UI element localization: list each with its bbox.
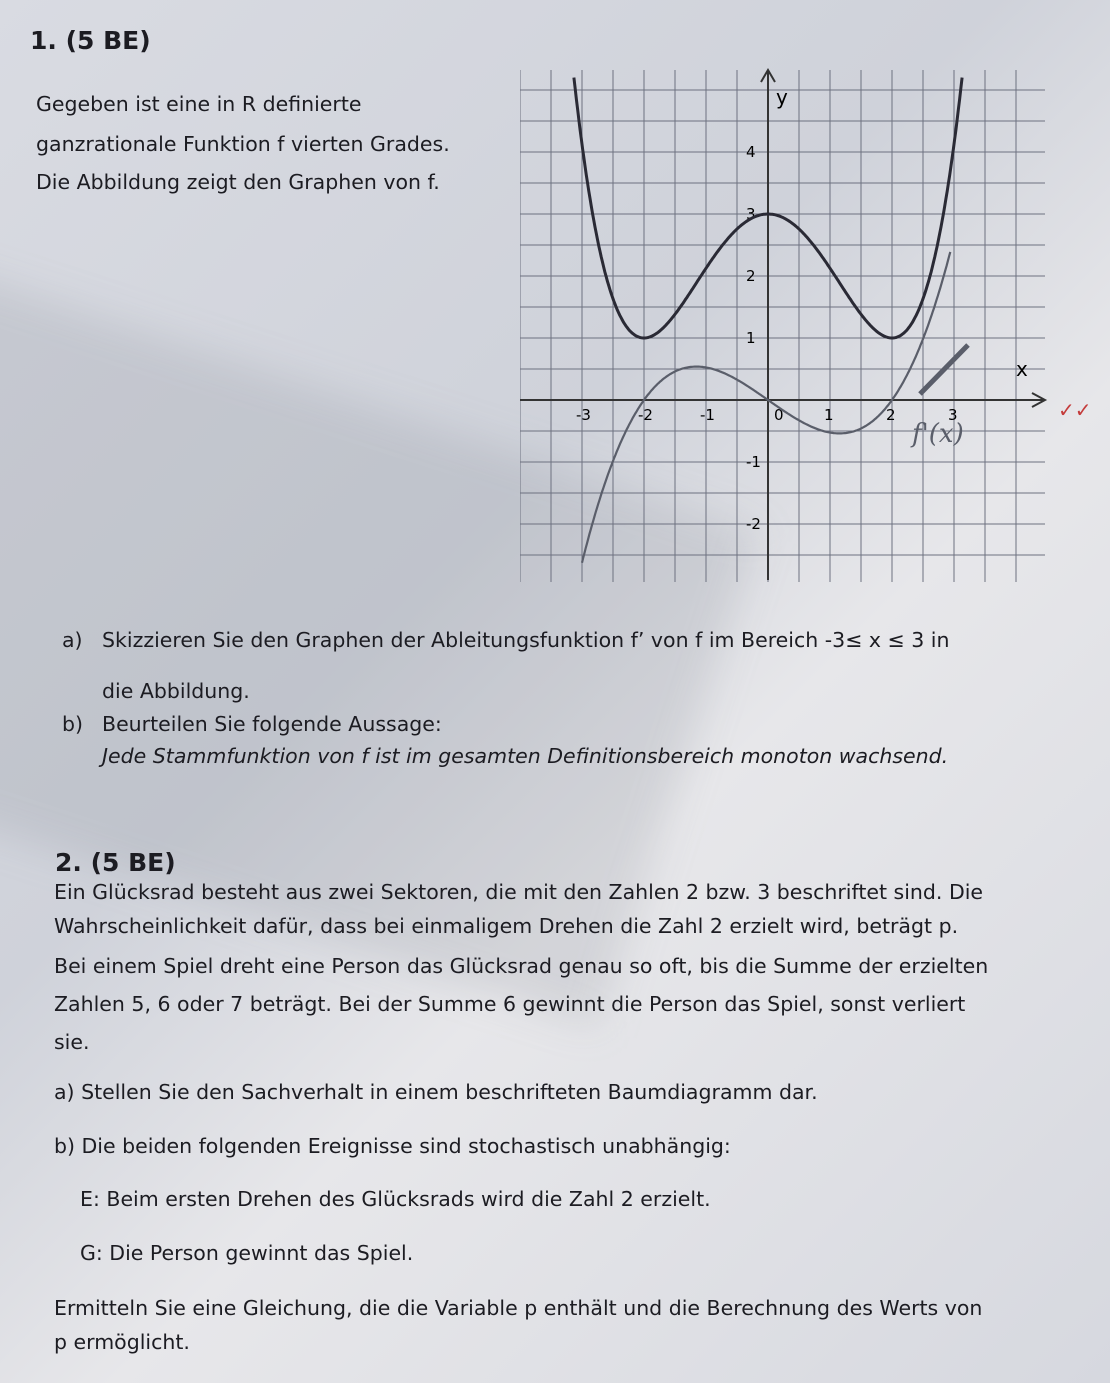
task1-intro-line1: Gegeben ist eine in R definierte xyxy=(36,92,362,116)
task2-intro-line1: Ein Glücksrad besteht aus zwei Sektoren, die mit den Zahlen 2 bzw. 3 beschriftet sind. Die xyxy=(54,880,984,904)
task1b-statement: Jede Stammfunktion von f ist im gesamten Definitionsbereich monoton wachsend. xyxy=(102,744,949,768)
task1-intro-line2: ganzrationale Funktion f vierten Grades. xyxy=(36,132,450,156)
x-tick-label: -2 xyxy=(638,406,653,424)
y-tick-label: -2 xyxy=(746,515,761,533)
x-tick-label: 0 xyxy=(774,406,784,424)
x-tick-label: 3 xyxy=(948,406,958,424)
task2a-text: a) Stellen Sie den Sachverhalt in einem beschrifteten Baumdiagramm dar. xyxy=(54,1080,818,1104)
y-tick-label: -1 xyxy=(746,453,761,471)
y-axis-label: y xyxy=(776,85,788,109)
task1a-label: a) xyxy=(62,628,83,652)
x-tick-label: 1 xyxy=(824,406,834,424)
x-tick-label: 2 xyxy=(886,406,896,424)
x-tick-label: -3 xyxy=(576,406,591,424)
task2b-text: b) Die beiden folgenden Ereignisse sind stochastisch unabhängig: xyxy=(54,1134,731,1158)
task1b-label: b) xyxy=(62,712,84,736)
task1a-text-line1: Skizzieren Sie den Graphen der Ableitungsfunktion f’ von f im Bereich -3≤ x ≤ 3 in xyxy=(102,628,950,652)
task2-intro-line5: sie. xyxy=(54,1030,90,1054)
y-tick-label: 2 xyxy=(746,267,756,285)
task2-intro-line2: Wahrscheinlichkeit dafür, dass bei einmaligem Drehen die Zahl 2 erzielt wird, beträgt p. xyxy=(54,914,959,938)
task1b-text: Beurteilen Sie folgende Aussage: xyxy=(102,712,442,736)
event-g: G: Die Person gewinnt das Spiel. xyxy=(80,1241,414,1265)
task2-intro-line3: Bei einem Spiel dreht eine Person das Glücksrad genau so oft, bis die Summe der erzielten xyxy=(54,954,989,978)
handwritten-f-prime-label: f'(x) xyxy=(912,419,964,449)
task1-intro-line3: Die Abbildung zeigt den Graphen von f. xyxy=(36,170,440,194)
y-tick-label: 3 xyxy=(746,205,756,223)
task2-final-line2: p ermöglicht. xyxy=(54,1330,190,1354)
task1-heading: 1. (5 BE) xyxy=(30,26,151,55)
task2-heading: 2. (5 BE) xyxy=(55,848,176,877)
grader-checkmark-icon: ✓✓ xyxy=(1058,398,1092,422)
function-graph xyxy=(520,60,1050,585)
y-tick-label: 1 xyxy=(746,329,756,347)
task2-intro-line4: Zahlen 5, 6 oder 7 beträgt. Bei der Summe 6 gewinnt die Person das Spiel, sonst verliert xyxy=(54,992,966,1016)
x-axis-label: x xyxy=(1016,357,1028,381)
task2-final-line1: Ermitteln Sie eine Gleichung, die die Variable p enthält und die Berechnung des Werts von xyxy=(54,1296,983,1320)
task1a-text-line2: die Abbildung. xyxy=(102,679,250,703)
x-tick-label: -1 xyxy=(700,406,715,424)
event-e: E: Beim ersten Drehen des Glücksrads wird die Zahl 2 erzielt. xyxy=(80,1187,711,1211)
y-tick-label: 4 xyxy=(746,143,756,161)
